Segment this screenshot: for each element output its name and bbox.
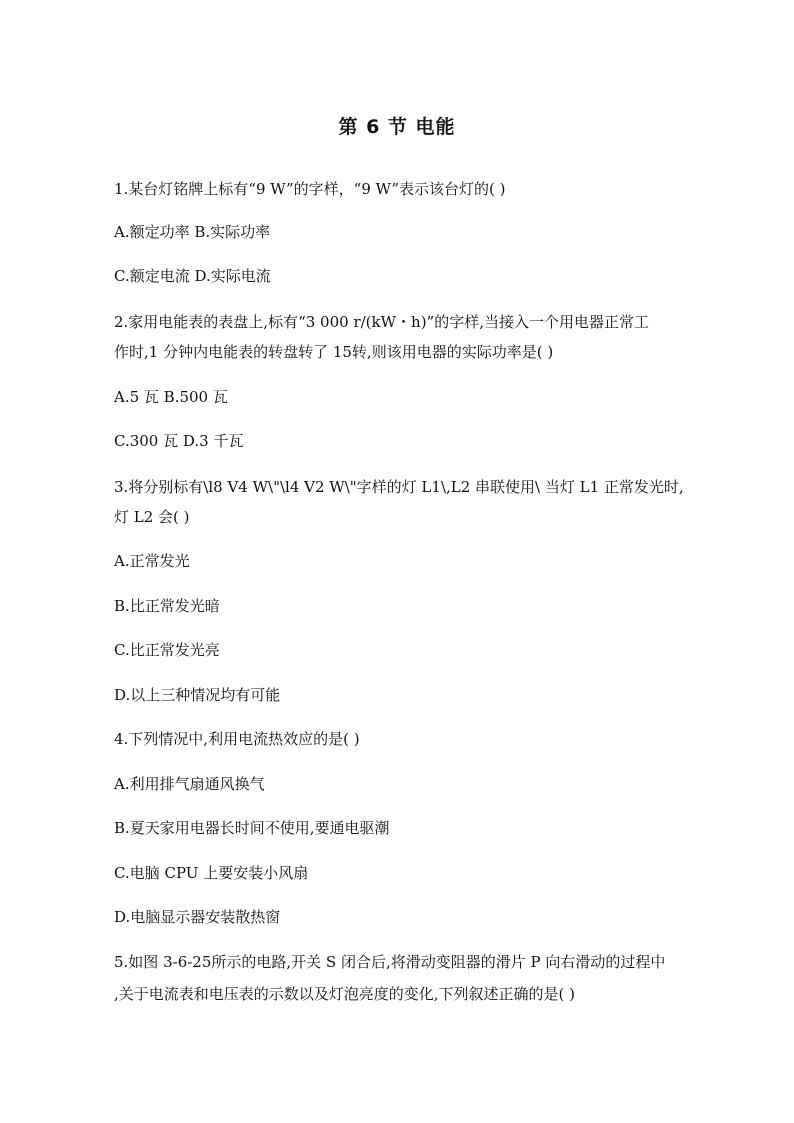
question-2-stem-line-2: 作时,1 分钟内电能表的转盘转了 15转,则该用电器的实际功率是( ) [114, 343, 554, 361]
question-5-stem-line-2: ,关于电流表和电压表的示数以及灯泡亮度的变化,下列叙述正确的是( ) [114, 985, 576, 1003]
question-4-option-c: C.电脑 CPU 上要安装小风扇 [114, 864, 309, 882]
question-4-stem: 4.下列情况中,利用电流热效应的是( ) [114, 730, 360, 748]
question-4-option-a: A.利用排气扇通风换气 [114, 775, 265, 793]
question-2-stem-line-1: 2.家用电能表的表盘上,标有“3 000 r/(kW・h)”的字样,当接入一个用电器正常工 [114, 313, 649, 331]
question-3-stem-line-2: 灯 L2 会( ) [114, 508, 190, 526]
question-1-options-ab: A.额定功率 B.实际功率 [114, 223, 271, 241]
question-4-option-d: D.电脑显示器安装散热窗 [114, 908, 281, 926]
question-1-options-cd: C.额定电流 D.实际电流 [114, 267, 271, 285]
question-2-options-cd: C.300 瓦 D.3 千瓦 [114, 432, 244, 450]
question-3-option-a: A.正常发光 [114, 552, 190, 570]
question-3-option-d: D.以上三种情况均有可能 [114, 686, 281, 704]
question-3-option-c: C.比正常发光亮 [114, 641, 220, 659]
question-2-options-ab: A.5 瓦 B.500 瓦 [114, 388, 228, 406]
question-3-option-b: B.比正常发光暗 [114, 597, 220, 615]
question-3-stem-line-1: 3.将分别标有\l8 V4 W\"\l4 V2 W\"字样的灯 L1\,L2 串联使用\ 当灯 L1 正常发光时, [114, 478, 684, 496]
page-title: 第 6 节 电能 [338, 116, 456, 138]
question-1-stem: 1.某台灯铭牌上标有“9 W”的字样，“9 W”表示该台灯的( ) [114, 180, 506, 198]
question-5-stem-line-1: 5.如图 3-6-25所示的电路,开关 S 闭合后,将滑动变阻器的滑片 P 向右滑动的过程中 [114, 953, 666, 971]
question-4-option-b: B.夏天家用电器长时间不使用,要通电驱潮 [114, 819, 390, 837]
